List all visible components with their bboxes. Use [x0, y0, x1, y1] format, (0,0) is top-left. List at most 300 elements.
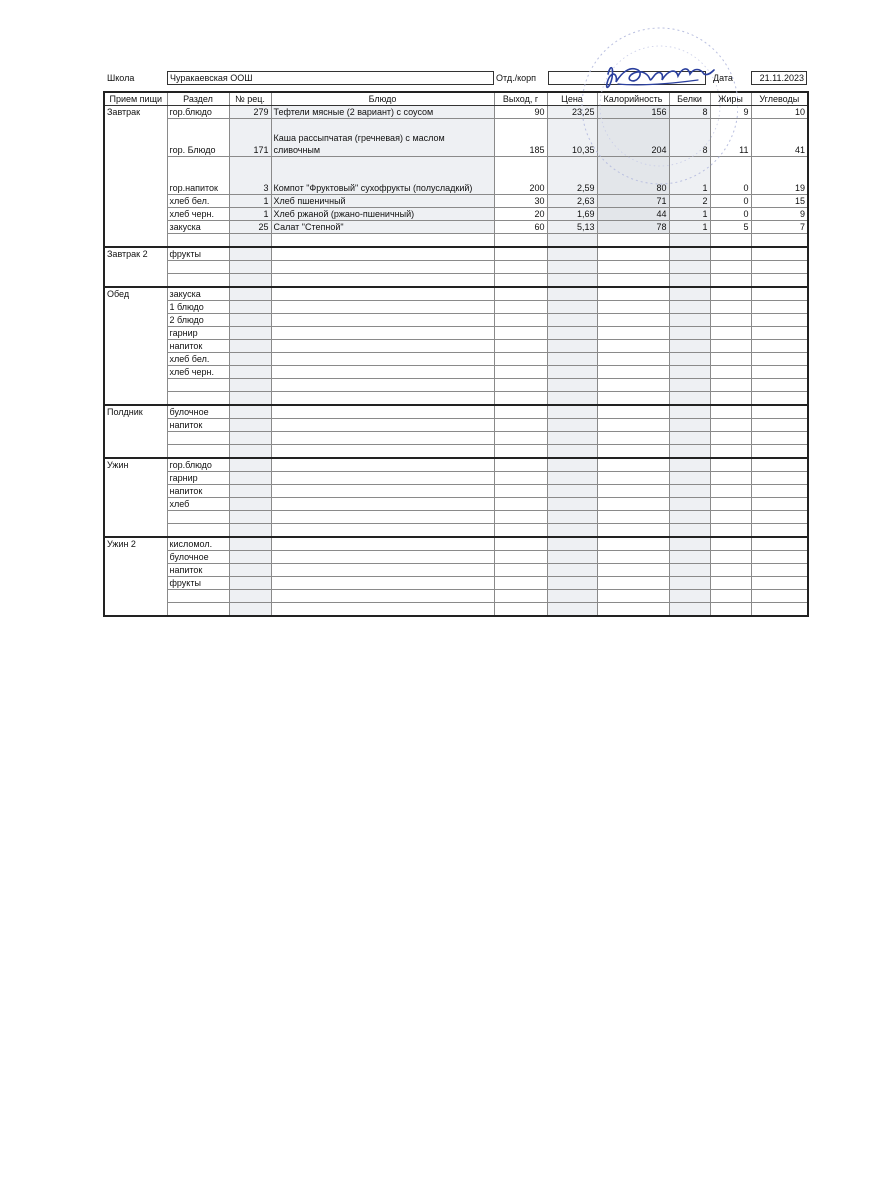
- cell-price: [547, 551, 597, 564]
- cell-recipe: 3: [229, 157, 271, 195]
- cell-protein: [669, 314, 710, 327]
- cell-carbs: [751, 537, 808, 551]
- cell-recipe: [229, 314, 271, 327]
- cell-price: [547, 287, 597, 301]
- cell-dish: [271, 524, 494, 538]
- table-row: [104, 472, 808, 485]
- cell-price: [547, 301, 597, 314]
- cell-section: гор.блюдо: [167, 106, 229, 119]
- cell-fat: [710, 498, 751, 511]
- cell-price: [547, 340, 597, 353]
- cell-yield: [494, 340, 547, 353]
- cell-yield: [494, 301, 547, 314]
- cell-price: 23,25: [547, 106, 597, 119]
- cell-fat: [710, 577, 751, 590]
- cell-yield: [494, 327, 547, 340]
- cell-fat: [710, 366, 751, 379]
- cell-fat: [710, 511, 751, 524]
- table-row: [104, 340, 808, 353]
- cell-dish: [271, 551, 494, 564]
- cell-price: [547, 524, 597, 538]
- meal-name: Обед: [104, 287, 167, 405]
- cell-protein: [669, 261, 710, 274]
- cell-price: [547, 564, 597, 577]
- cell-carbs: [751, 353, 808, 366]
- cell-price: [547, 432, 597, 445]
- cell-section: закуска: [167, 287, 229, 301]
- cell-recipe: 25: [229, 221, 271, 234]
- cell-protein: [669, 498, 710, 511]
- cell-section: гор. Блюдо: [167, 119, 229, 157]
- cell-dish: [271, 485, 494, 498]
- col-protein: Белки: [669, 92, 710, 106]
- cell-kcal: [597, 458, 669, 472]
- cell-carbs: 10: [751, 106, 808, 119]
- cell-kcal: [597, 379, 669, 392]
- cell-fat: [710, 537, 751, 551]
- cell-section: булочное: [167, 551, 229, 564]
- cell-yield: [494, 458, 547, 472]
- cell-dish: [271, 287, 494, 301]
- cell-kcal: [597, 314, 669, 327]
- cell-price: [547, 405, 597, 419]
- cell-dish: [271, 340, 494, 353]
- cell-dish: Компот "Фруктовый" сухофрукты (полусладкий): [271, 157, 494, 195]
- cell-recipe: 1: [229, 195, 271, 208]
- cell-kcal: [597, 564, 669, 577]
- cell-kcal: [597, 405, 669, 419]
- cell-price: 2,63: [547, 195, 597, 208]
- cell-kcal: [597, 511, 669, 524]
- col-yield: Выход, г: [494, 92, 547, 106]
- cell-fat: 0: [710, 195, 751, 208]
- cell-section: фрукты: [167, 247, 229, 261]
- cell-section: напиток: [167, 340, 229, 353]
- cell-yield: [494, 564, 547, 577]
- cell-section: [167, 432, 229, 445]
- cell-yield: [494, 551, 547, 564]
- cell-carbs: [751, 445, 808, 459]
- cell-section: хлеб бел.: [167, 195, 229, 208]
- cell-price: 1,69: [547, 208, 597, 221]
- col-kcal: Калорийность: [597, 92, 669, 106]
- table-row: [104, 432, 808, 445]
- cell-protein: [669, 564, 710, 577]
- cell-dish: [271, 458, 494, 472]
- cell-section: хлеб бел.: [167, 353, 229, 366]
- cell-recipe: [229, 247, 271, 261]
- cell-price: [547, 458, 597, 472]
- cell-price: [547, 537, 597, 551]
- table-row: [104, 366, 808, 379]
- cell-protein: [669, 247, 710, 261]
- cell-yield: [494, 445, 547, 459]
- table-row: [104, 603, 808, 617]
- cell-kcal: 156: [597, 106, 669, 119]
- cell-carbs: [751, 590, 808, 603]
- cell-price: [547, 379, 597, 392]
- cell-section: [167, 274, 229, 288]
- cell-recipe: [229, 537, 271, 551]
- cell-protein: [669, 234, 710, 248]
- cell-yield: [494, 287, 547, 301]
- cell-carbs: [751, 392, 808, 406]
- cell-yield: [494, 234, 547, 248]
- table-row: [104, 221, 808, 234]
- cell-yield: [494, 524, 547, 538]
- cell-carbs: [751, 432, 808, 445]
- cell-fat: [710, 405, 751, 419]
- meal-name: Ужин 2: [104, 537, 167, 616]
- table-row: [104, 537, 808, 551]
- col-price: Цена: [547, 92, 597, 106]
- cell-fat: [710, 340, 751, 353]
- cell-recipe: [229, 419, 271, 432]
- cell-recipe: [229, 472, 271, 485]
- cell-carbs: 19: [751, 157, 808, 195]
- cell-yield: [494, 603, 547, 617]
- cell-section: [167, 445, 229, 459]
- cell-carbs: 41: [751, 119, 808, 157]
- cell-price: [547, 366, 597, 379]
- cell-price: [547, 314, 597, 327]
- table-row: [104, 524, 808, 538]
- cell-dish: [271, 353, 494, 366]
- cell-fat: [710, 458, 751, 472]
- cell-fat: [710, 261, 751, 274]
- cell-yield: [494, 590, 547, 603]
- menu-table: [103, 91, 809, 617]
- cell-carbs: [751, 472, 808, 485]
- cell-price: [547, 472, 597, 485]
- cell-price: [547, 603, 597, 617]
- date-field: 21.11.2023: [751, 71, 807, 85]
- cell-carbs: [751, 327, 808, 340]
- cell-section: булочное: [167, 405, 229, 419]
- cell-price: [547, 419, 597, 432]
- cell-dish: [271, 445, 494, 459]
- cell-kcal: [597, 261, 669, 274]
- table-row: [104, 405, 808, 419]
- cell-recipe: 279: [229, 106, 271, 119]
- cell-section: напиток: [167, 564, 229, 577]
- table-row: [104, 379, 808, 392]
- cell-fat: [710, 234, 751, 248]
- cell-dish: [271, 327, 494, 340]
- cell-protein: 2: [669, 195, 710, 208]
- cell-yield: [494, 498, 547, 511]
- cell-fat: [710, 472, 751, 485]
- cell-yield: [494, 537, 547, 551]
- col-meal: Прием пищи: [104, 92, 167, 106]
- meal-name: Завтрак: [104, 106, 167, 248]
- cell-fat: [710, 419, 751, 432]
- cell-fat: [710, 301, 751, 314]
- cell-dish: Хлеб ржаной (ржано-пшеничный): [271, 208, 494, 221]
- table-row: [104, 485, 808, 498]
- cell-protein: [669, 524, 710, 538]
- cell-section: [167, 511, 229, 524]
- cell-protein: [669, 287, 710, 301]
- cell-dish: Тефтели мясные (2 вариант) с соусом: [271, 106, 494, 119]
- cell-carbs: [751, 551, 808, 564]
- cell-carbs: [751, 419, 808, 432]
- cell-kcal: [597, 340, 669, 353]
- cell-dish: [271, 314, 494, 327]
- cell-carbs: [751, 340, 808, 353]
- cell-dish: Каша рассыпчатая (гречневая) с маслом сливочным: [271, 119, 494, 157]
- cell-yield: [494, 353, 547, 366]
- cell-yield: 20: [494, 208, 547, 221]
- cell-recipe: [229, 234, 271, 248]
- cell-fat: [710, 274, 751, 288]
- cell-kcal: [597, 590, 669, 603]
- cell-yield: [494, 485, 547, 498]
- col-section: Раздел: [167, 92, 229, 106]
- cell-protein: 8: [669, 106, 710, 119]
- cell-dish: [271, 564, 494, 577]
- cell-yield: [494, 261, 547, 274]
- table-row: [104, 577, 808, 590]
- cell-dish: [271, 274, 494, 288]
- cell-kcal: 204: [597, 119, 669, 157]
- cell-section: [167, 261, 229, 274]
- cell-price: [547, 511, 597, 524]
- cell-price: 10,35: [547, 119, 597, 157]
- cell-section: гор.блюдо: [167, 458, 229, 472]
- cell-protein: [669, 458, 710, 472]
- cell-yield: [494, 472, 547, 485]
- cell-carbs: [751, 301, 808, 314]
- cell-recipe: [229, 287, 271, 301]
- cell-kcal: [597, 551, 669, 564]
- cell-price: [547, 445, 597, 459]
- cell-dish: [271, 590, 494, 603]
- cell-recipe: [229, 577, 271, 590]
- cell-protein: [669, 392, 710, 406]
- cell-kcal: [597, 472, 669, 485]
- cell-dish: [271, 603, 494, 617]
- cell-kcal: [597, 301, 669, 314]
- cell-carbs: [751, 261, 808, 274]
- cell-kcal: [597, 498, 669, 511]
- cell-section: хлеб черн.: [167, 208, 229, 221]
- cell-fat: [710, 603, 751, 617]
- cell-carbs: [751, 511, 808, 524]
- cell-fat: 9: [710, 106, 751, 119]
- cell-carbs: [751, 577, 808, 590]
- cell-fat: 0: [710, 208, 751, 221]
- cell-fat: [710, 287, 751, 301]
- cell-protein: [669, 366, 710, 379]
- cell-carbs: [751, 458, 808, 472]
- cell-price: [547, 485, 597, 498]
- cell-fat: [710, 485, 751, 498]
- cell-kcal: [597, 603, 669, 617]
- cell-section: гарнир: [167, 327, 229, 340]
- cell-fat: [710, 445, 751, 459]
- table-row: [104, 301, 808, 314]
- cell-dish: [271, 577, 494, 590]
- cell-section: фрукты: [167, 577, 229, 590]
- cell-recipe: [229, 432, 271, 445]
- cell-section: напиток: [167, 485, 229, 498]
- table-row: [104, 234, 808, 248]
- cell-section: 2 блюдо: [167, 314, 229, 327]
- cell-dish: [271, 247, 494, 261]
- cell-yield: 60: [494, 221, 547, 234]
- table-row: [104, 247, 808, 261]
- cell-protein: [669, 537, 710, 551]
- meal-name: Ужин: [104, 458, 167, 537]
- cell-price: [547, 327, 597, 340]
- cell-dish: [271, 511, 494, 524]
- cell-yield: 90: [494, 106, 547, 119]
- cell-price: 2,59: [547, 157, 597, 195]
- cell-fat: [710, 564, 751, 577]
- cell-recipe: [229, 485, 271, 498]
- date-label: Дата: [713, 73, 733, 83]
- cell-recipe: [229, 551, 271, 564]
- cell-protein: [669, 551, 710, 564]
- cell-section: [167, 603, 229, 617]
- cell-recipe: [229, 498, 271, 511]
- cell-fat: 5: [710, 221, 751, 234]
- table-row: [104, 314, 808, 327]
- cell-recipe: [229, 301, 271, 314]
- cell-protein: [669, 485, 710, 498]
- cell-fat: [710, 379, 751, 392]
- cell-recipe: [229, 353, 271, 366]
- cell-protein: 1: [669, 208, 710, 221]
- cell-fat: [710, 432, 751, 445]
- cell-price: [547, 234, 597, 248]
- cell-recipe: [229, 524, 271, 538]
- cell-section: [167, 524, 229, 538]
- cell-protein: [669, 577, 710, 590]
- cell-fat: [710, 327, 751, 340]
- col-recipe: № рец.: [229, 92, 271, 106]
- cell-yield: [494, 379, 547, 392]
- cell-dish: [271, 261, 494, 274]
- table-row: [104, 564, 808, 577]
- cell-protein: [669, 301, 710, 314]
- cell-recipe: 171: [229, 119, 271, 157]
- cell-carbs: [751, 247, 808, 261]
- table-row: [104, 419, 808, 432]
- table-row: [104, 195, 808, 208]
- cell-carbs: [751, 274, 808, 288]
- cell-fat: [710, 314, 751, 327]
- cell-section: гор.напиток: [167, 157, 229, 195]
- table-row: [104, 458, 808, 472]
- school-name-field: Чуракаевская ООШ: [167, 71, 494, 85]
- cell-carbs: [751, 485, 808, 498]
- cell-kcal: 71: [597, 195, 669, 208]
- cell-section: закуска: [167, 221, 229, 234]
- cell-kcal: [597, 366, 669, 379]
- col-fat: Жиры: [710, 92, 751, 106]
- cell-section: [167, 392, 229, 406]
- cell-protein: [669, 419, 710, 432]
- department-label: Отд./корп: [496, 73, 536, 83]
- table-row: [104, 445, 808, 459]
- table-row: [104, 590, 808, 603]
- cell-price: [547, 498, 597, 511]
- cell-carbs: [751, 379, 808, 392]
- col-carbs: Углеводы: [751, 92, 808, 106]
- table-row: [104, 106, 808, 119]
- cell-section: напиток: [167, 419, 229, 432]
- cell-protein: 1: [669, 221, 710, 234]
- cell-section: кисломол.: [167, 537, 229, 551]
- cell-recipe: [229, 511, 271, 524]
- cell-recipe: [229, 366, 271, 379]
- table-header-row: [104, 92, 808, 106]
- cell-kcal: [597, 537, 669, 551]
- meal-name: Полдник: [104, 405, 167, 458]
- cell-carbs: [751, 405, 808, 419]
- cell-kcal: [597, 287, 669, 301]
- cell-carbs: 15: [751, 195, 808, 208]
- table-row: [104, 208, 808, 221]
- cell-dish: Хлеб пшеничный: [271, 195, 494, 208]
- cell-dish: [271, 301, 494, 314]
- cell-protein: [669, 472, 710, 485]
- cell-recipe: [229, 261, 271, 274]
- cell-kcal: [597, 247, 669, 261]
- cell-recipe: [229, 564, 271, 577]
- cell-kcal: [597, 327, 669, 340]
- cell-dish: Салат "Степной": [271, 221, 494, 234]
- cell-recipe: [229, 405, 271, 419]
- table-row: [104, 392, 808, 406]
- cell-price: [547, 274, 597, 288]
- school-label: Школа: [107, 73, 135, 83]
- cell-yield: [494, 419, 547, 432]
- cell-price: [547, 353, 597, 366]
- cell-carbs: [751, 366, 808, 379]
- cell-carbs: [751, 287, 808, 301]
- cell-recipe: [229, 603, 271, 617]
- cell-carbs: 9: [751, 208, 808, 221]
- cell-protein: [669, 353, 710, 366]
- cell-fat: [710, 353, 751, 366]
- cell-dish: [271, 432, 494, 445]
- cell-protein: 1: [669, 157, 710, 195]
- cell-section: гарнир: [167, 472, 229, 485]
- cell-protein: [669, 511, 710, 524]
- cell-recipe: [229, 274, 271, 288]
- cell-yield: [494, 405, 547, 419]
- cell-carbs: [751, 314, 808, 327]
- cell-yield: [494, 432, 547, 445]
- cell-yield: [494, 392, 547, 406]
- cell-price: [547, 261, 597, 274]
- cell-carbs: [751, 564, 808, 577]
- cell-recipe: [229, 458, 271, 472]
- cell-protein: [669, 603, 710, 617]
- cell-protein: [669, 274, 710, 288]
- cell-dish: [271, 498, 494, 511]
- cell-carbs: [751, 498, 808, 511]
- cell-section: [167, 234, 229, 248]
- cell-fat: 11: [710, 119, 751, 157]
- cell-dish: [271, 537, 494, 551]
- cell-kcal: [597, 577, 669, 590]
- cell-carbs: 7: [751, 221, 808, 234]
- cell-fat: 0: [710, 157, 751, 195]
